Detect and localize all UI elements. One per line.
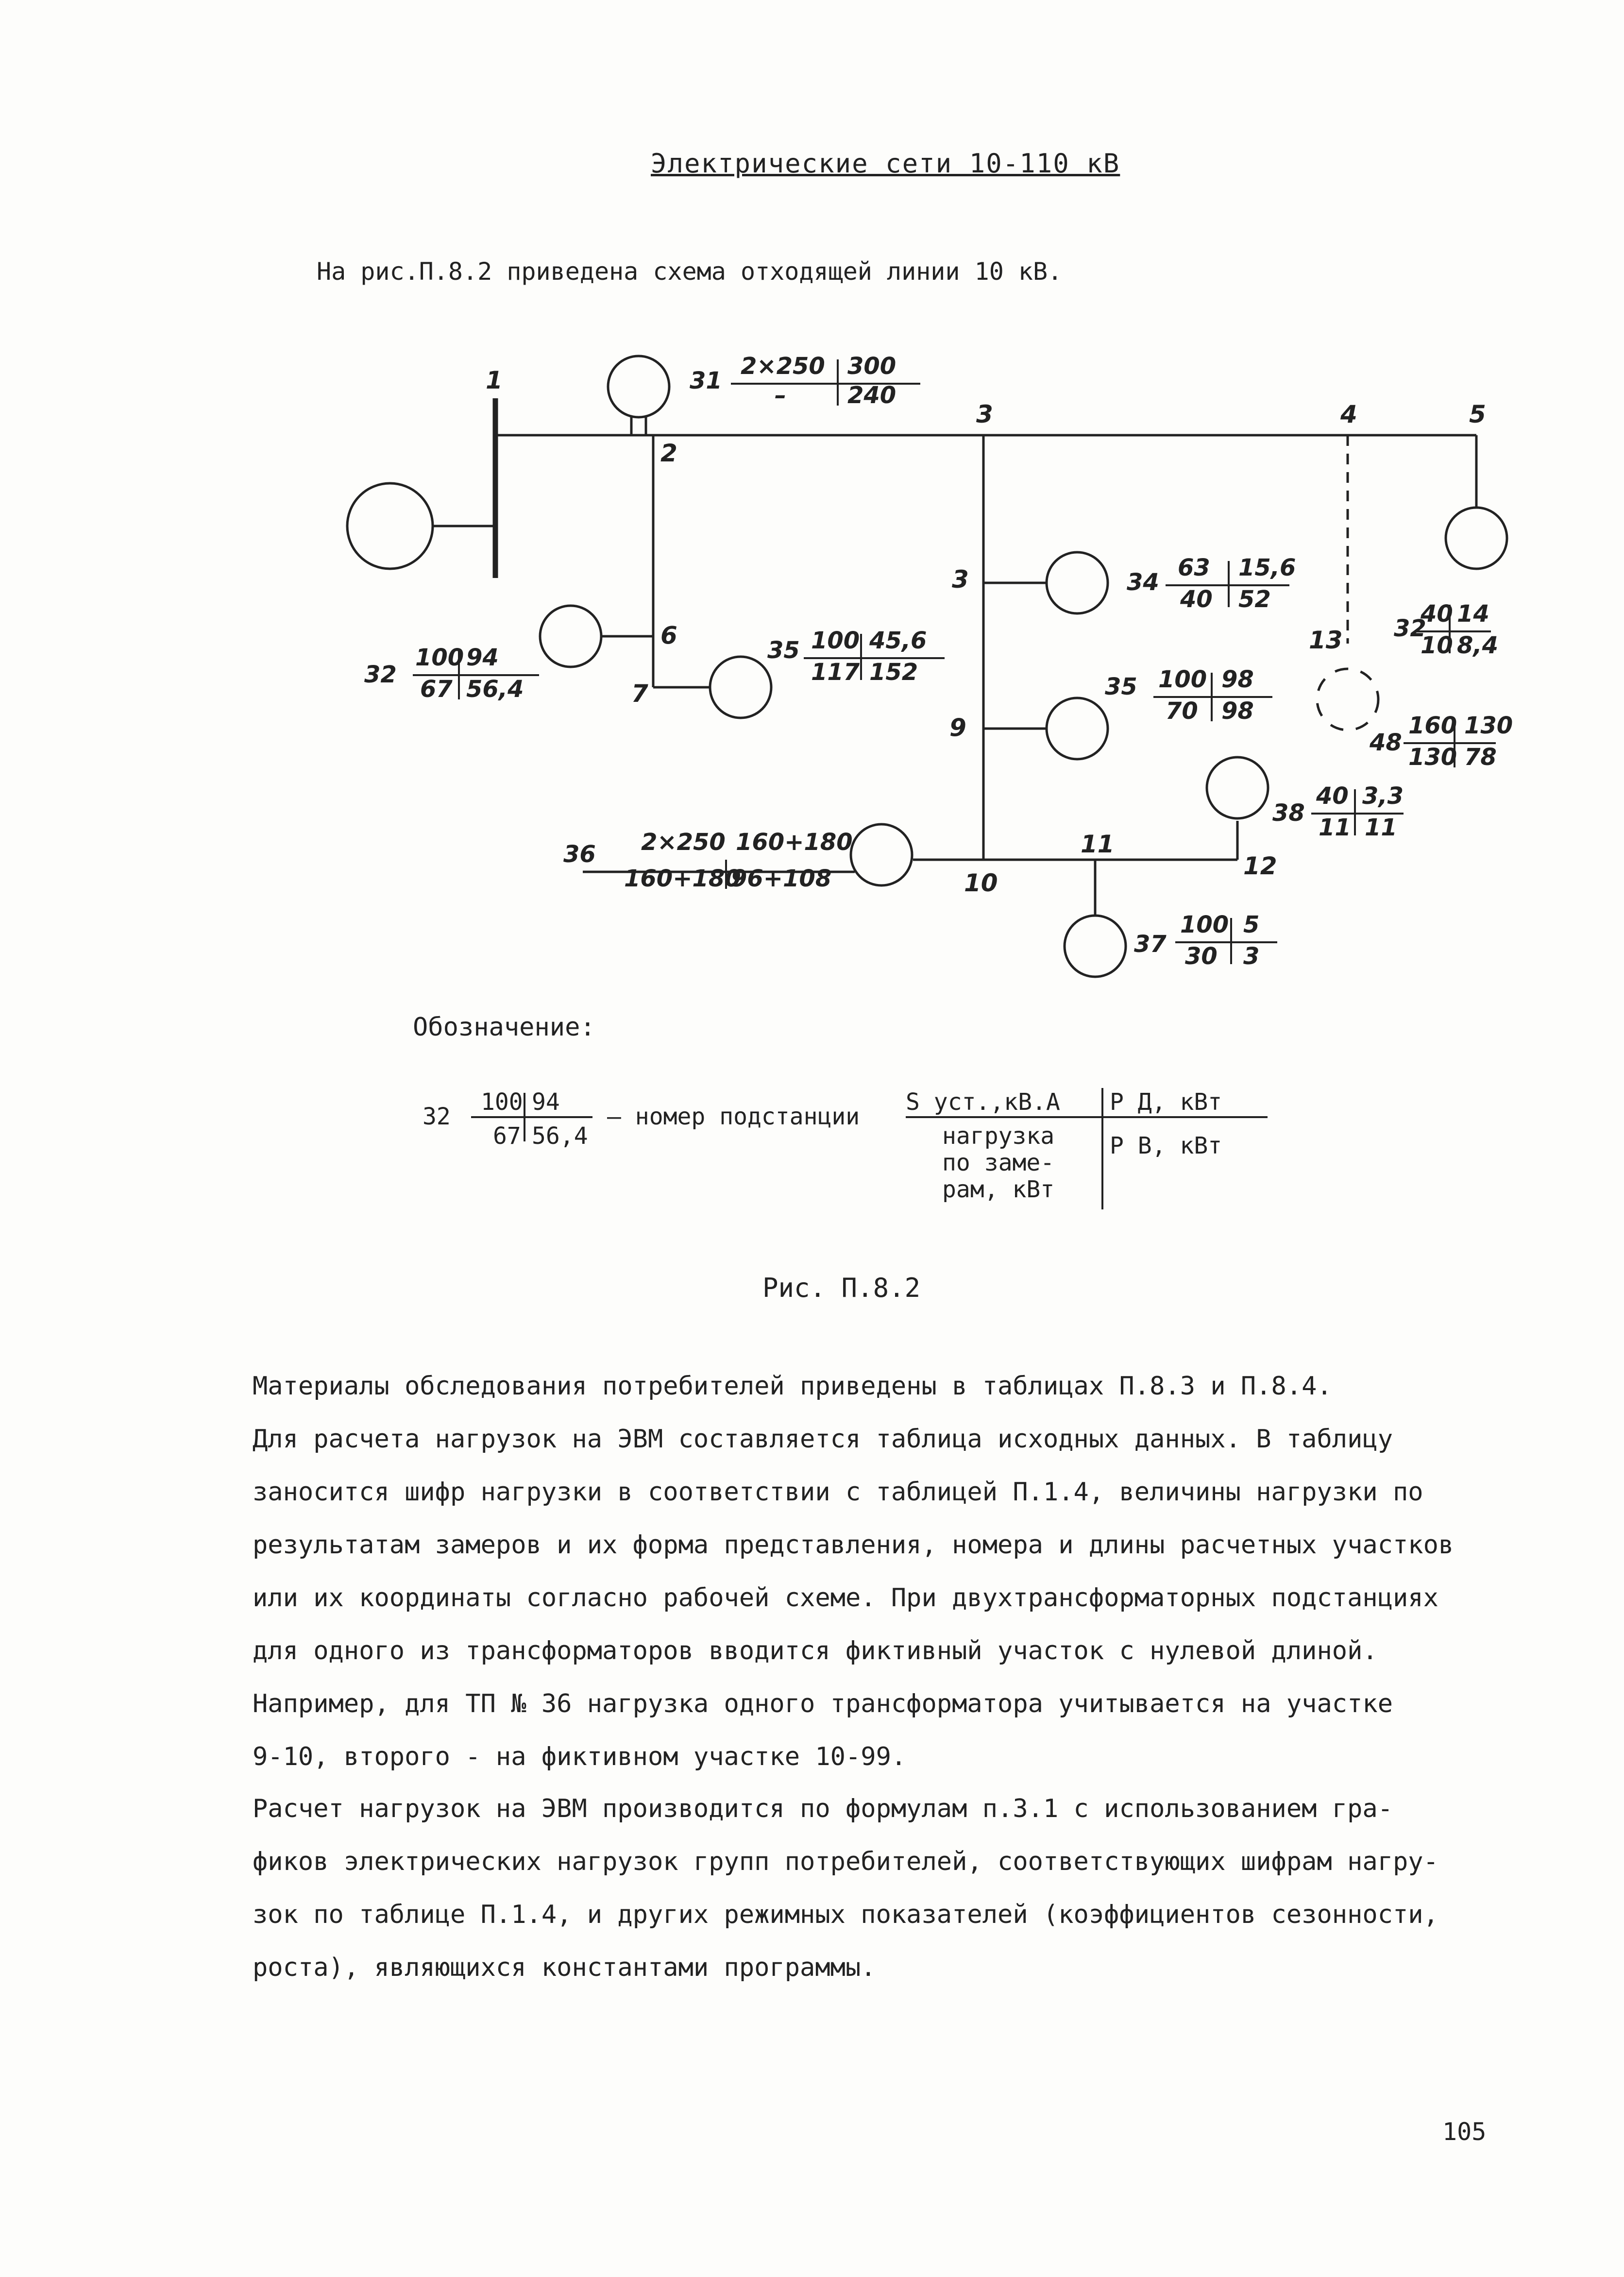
node-13-label: 13 (1309, 626, 1343, 654)
substation-38-circle (1207, 757, 1268, 818)
substation-38-bottom-right: 11 (1365, 814, 1397, 841)
legend-title: Обозначение: (413, 1013, 595, 1042)
substation-36-bottom-right: 96+108 (731, 865, 832, 892)
substation-37-id: 37 (1134, 931, 1167, 958)
substation-37-bottom-right: 3 (1243, 943, 1260, 970)
legend-dash-text: – номер подстанции (607, 1103, 860, 1130)
node-11-label: 11 (1081, 830, 1115, 858)
substation-35a-circle (710, 657, 771, 718)
substation-32b-top-left: 40 (1421, 600, 1453, 628)
substation-36-top-left: 2×250 (641, 829, 726, 856)
substation-34-bottom-left: 40 (1180, 586, 1213, 613)
substation-38-top-left: 40 (1316, 782, 1349, 810)
substation-37-bottom-left: 30 (1185, 943, 1218, 970)
intro-sentence: На рис.П.8.2 приведена схема отходящей линии 10 кВ. (317, 257, 1063, 286)
node-10-label: 10 (964, 869, 998, 897)
substation-36-top-right: 160+180 (736, 829, 853, 856)
substation-48-bottom-right: 78 (1464, 744, 1497, 771)
substation-31-bottom-right: 240 (847, 382, 897, 409)
node-2-label: 2 (660, 439, 677, 467)
figure-caption: Рис. П.8.2 (762, 1273, 921, 1303)
legend-bottom-right: 56,4 (532, 1122, 588, 1150)
substation-32b-bottom-right: 8,4 (1457, 632, 1499, 659)
node-3-top-label: 3 (976, 400, 993, 428)
legend-pv-label: Р В, кВт (1110, 1132, 1222, 1159)
substation-34-circle (1047, 552, 1108, 613)
legend-bottom-left: 67 (493, 1122, 521, 1150)
substation-32a-bottom-right: 56,4 (466, 676, 524, 703)
substation-35b-top-right: 98 (1221, 666, 1254, 693)
node-12-label: 12 (1243, 852, 1277, 880)
node-7-label: 7 (631, 680, 648, 708)
substation-32a-id: 32 (364, 661, 397, 688)
paragraph-line: Расчет нагрузок на ЭВМ производится по формулам п.3.1 с использованием гра- (253, 1794, 1393, 1823)
substation-35a-bottom-left: 117 (811, 659, 860, 686)
paragraph-line: для одного из трансформаторов вводится фиктивный участок с нулевой длиной. (253, 1636, 1378, 1665)
node-1-label: 1 (486, 366, 503, 394)
substation-32a-bottom-left: 67 (420, 676, 453, 703)
legend-pd-label: Р Д, кВт (1110, 1088, 1222, 1116)
paragraph-line: Например, для ТП № 36 нагрузка одного трансформатора учитывается на участке (253, 1689, 1393, 1718)
substation-34-id: 34 (1127, 569, 1159, 596)
paragraph-line: 9-10, второго - на фиктивном участке 10-99. (253, 1742, 907, 1771)
legend-s-label: S уст.,кВ.А (906, 1088, 1060, 1116)
substation-38-bottom-left: 11 (1319, 814, 1351, 841)
substation-34-top-right: 15,6 (1238, 554, 1296, 581)
node-3-label: 3 (952, 565, 969, 594)
paragraph-line: Для расчета нагрузок на ЭВМ составляется таблица исходных данных. В таблицу (253, 1425, 1393, 1454)
substation-31-top-left: 2×250 (741, 353, 825, 380)
paragraph-line: заносится шифр нагрузки в соответствии с таблицей П.1.4, величины нагрузки по (253, 1478, 1423, 1507)
substation-31-circle (608, 356, 669, 417)
paragraph-line: или их координаты согласно рабочей схеме. При двухтрансформаторных подстанциях (253, 1583, 1438, 1613)
substation-32b-bottom-left: 10 (1421, 632, 1453, 659)
node-5-label: 5 (1469, 400, 1486, 428)
legend-top-right: 94 (532, 1088, 560, 1116)
paragraph-line: роста), являющихся константами программы. (253, 1953, 876, 1982)
substation-35b-circle (1047, 698, 1108, 759)
substation-38-id: 38 (1272, 799, 1305, 827)
network-diagram (0, 0, 1624, 1020)
legend-load-line3: рам, кВт (942, 1176, 1055, 1203)
legend-load-line2: по заме- (942, 1149, 1055, 1176)
substation-35a-id: 35 (767, 637, 800, 664)
paragraph-1 (253, 1360, 1515, 1784)
substation-34-bottom-right: 52 (1238, 586, 1271, 613)
page-number: 105 (1442, 2118, 1487, 2146)
substation-37-top-right: 5 (1243, 911, 1260, 938)
substation-32a-top-right: 94 (466, 644, 499, 671)
substation-38-top-right: 3,3 (1362, 782, 1404, 810)
paragraph-line: фиков электрических нагрузок групп потребителей, соответствующих шифрам нагру- (253, 1847, 1438, 1876)
substation-31-bottom-left: – (775, 382, 786, 409)
substation-35b-bottom-left: 70 (1166, 697, 1198, 725)
node-6-label: 6 (660, 621, 677, 649)
legend-example (418, 1083, 1272, 1229)
legend-load-line1: нагрузка (942, 1122, 1055, 1150)
substation-35a-top-right: 45,6 (869, 627, 927, 654)
page-header: Электрические сети 10-110 кВ (651, 148, 1120, 179)
node-9-label: 9 (949, 714, 966, 742)
substation-36-circle (851, 824, 912, 885)
substation-48-circle (1317, 669, 1378, 730)
paragraph-line: зок по таблице П.1.4, и других режимных показателей (коэффициентов сезонности, (253, 1900, 1438, 1929)
substation-35b-top-left: 100 (1158, 666, 1207, 693)
substation-35b-id: 35 (1105, 673, 1137, 700)
substation-36-bottom-left: 160+180 (624, 865, 741, 892)
node-4-label: 4 (1340, 400, 1357, 428)
substation-48-top-right: 130 (1464, 712, 1513, 739)
paragraph-line: результатам замеров и их форма представления, номера и длины расчетных участков (253, 1530, 1454, 1560)
substation-31-tap (631, 416, 646, 435)
substation-35a-top-left: 100 (811, 627, 860, 654)
legend-id: 32 (423, 1103, 451, 1130)
substation-35a-bottom-right: 152 (869, 659, 918, 686)
legend-top-left: 100 (481, 1088, 523, 1116)
substation-34-top-left: 63 (1178, 554, 1210, 581)
substation-37-top-left: 100 (1180, 911, 1229, 938)
substation-48-top-left: 160 (1408, 712, 1457, 739)
paragraph-line: Материалы обследования потребителей приведены в таблицах П.8.3 и П.8.4. (253, 1372, 1332, 1401)
supply-circle (347, 483, 433, 569)
substation-48-bottom-left: 130 (1408, 744, 1457, 771)
substation-32a-circle (540, 606, 601, 667)
substation-32b-circle (1446, 508, 1507, 569)
substation-32b-id: 32 (1394, 615, 1426, 642)
substation-32a-top-left: 100 (415, 644, 464, 671)
paragraph-2 (253, 1783, 1515, 1994)
substation-32b-top-right: 14 (1457, 600, 1489, 628)
substation-35b-bottom-right: 98 (1221, 697, 1254, 725)
substation-37-circle (1065, 916, 1126, 977)
substation-48-id: 48 (1370, 729, 1402, 756)
substation-36-id: 36 (563, 841, 596, 868)
substation-31-id: 31 (690, 367, 722, 394)
substation-31-top-right: 300 (847, 353, 897, 380)
